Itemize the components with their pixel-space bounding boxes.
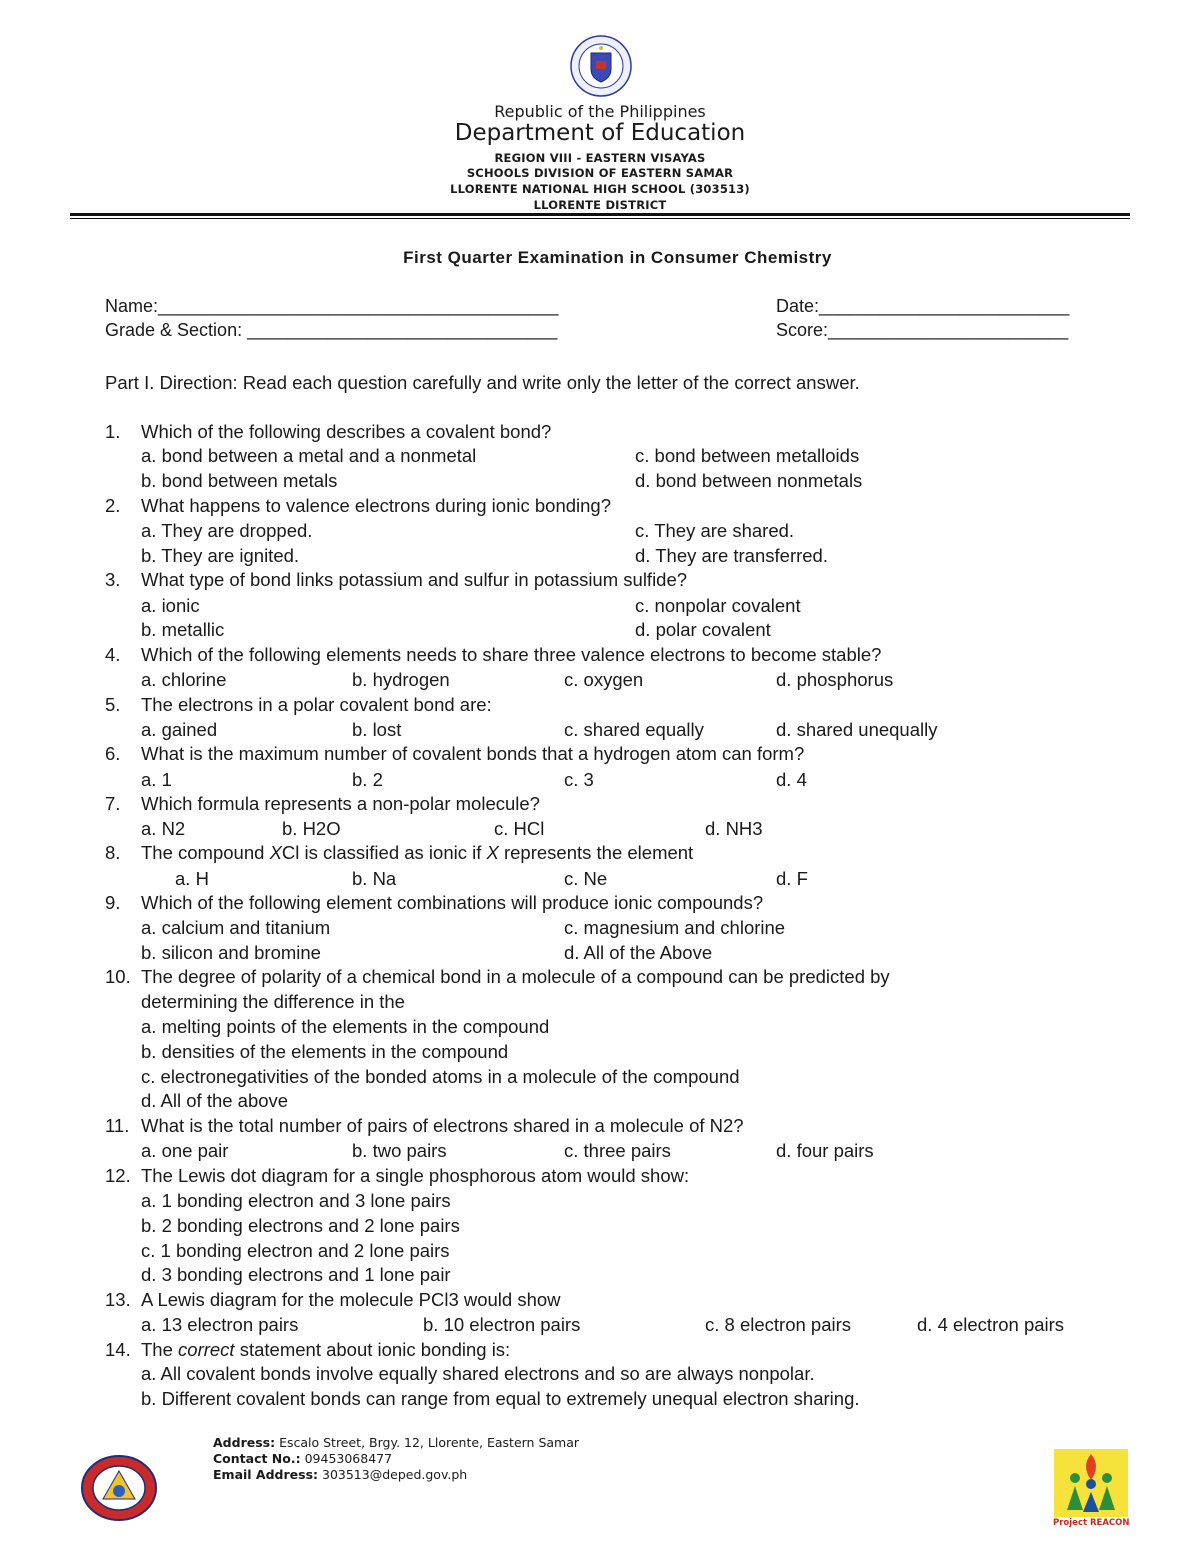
email-line: Email Address: 303513@deped.gov.ph bbox=[213, 1467, 468, 1482]
choice: b. They are ignited. bbox=[141, 545, 300, 566]
question-number: 12. bbox=[105, 1165, 131, 1186]
choice: a. N2 bbox=[141, 818, 186, 839]
question-text: The compound XCl is classified as ionic if X represents the element bbox=[141, 842, 694, 863]
choice: d. All of the Above bbox=[564, 942, 713, 963]
grade-section-field: Grade & Section: _______________________________ bbox=[105, 320, 558, 340]
choice: c. bond between metalloids bbox=[635, 445, 860, 466]
choice: a. gained bbox=[141, 719, 218, 740]
question-number: 14. bbox=[105, 1339, 131, 1360]
header-rule-thick bbox=[70, 213, 1130, 216]
choice: c. 1 bonding electron and 2 lone pairs bbox=[141, 1240, 450, 1261]
question-number: 5. bbox=[105, 694, 121, 715]
choice: d. phosphorus bbox=[776, 669, 894, 690]
choice: d. 3 bonding electrons and 1 lone pair bbox=[141, 1264, 451, 1285]
choice: c. They are shared. bbox=[635, 520, 795, 541]
question-text: Which formula represents a non-polar molecule? bbox=[141, 793, 540, 814]
choice: b. 2 bonding electrons and 2 lone pairs bbox=[141, 1215, 460, 1236]
division-line: SCHOOLS DIVISION OF EASTERN SAMAR bbox=[466, 166, 734, 180]
department-line: Department of Education bbox=[454, 120, 746, 146]
question-number: 9. bbox=[105, 892, 121, 913]
choice: d. 4 bbox=[776, 769, 807, 790]
choice: b. 10 electron pairs bbox=[423, 1314, 581, 1335]
question-text: What happens to valence electrons during ionic bonding? bbox=[141, 495, 612, 516]
question-text: Which of the following describes a covalent bond? bbox=[141, 421, 552, 442]
choice: a. ionic bbox=[141, 595, 200, 616]
choice: d. bond between nonmetals bbox=[635, 470, 863, 491]
choice: a. H bbox=[175, 868, 209, 889]
choice: d. polar covalent bbox=[635, 619, 771, 640]
choice: d. shared unequally bbox=[776, 719, 938, 740]
choice: a. chlorine bbox=[141, 669, 227, 690]
choice: d. They are transferred. bbox=[635, 545, 828, 566]
date-field: Date:_________________________ bbox=[776, 296, 1070, 316]
choice: b. 2 bbox=[352, 769, 383, 790]
question-text: What type of bond links potassium and sulfur in potassium sulfide? bbox=[141, 569, 688, 590]
choice: c. shared equally bbox=[564, 719, 704, 740]
choice: b. Na bbox=[352, 868, 397, 889]
choice: b. lost bbox=[352, 719, 402, 740]
choice: b. Different covalent bonds can range from equal to extremely unequal electron sharing. bbox=[141, 1388, 860, 1409]
republic-line: Republic of the Philippines bbox=[494, 102, 706, 121]
choice: b. two pairs bbox=[352, 1140, 447, 1161]
question-text: What is the maximum number of covalent bonds that a hydrogen atom can form? bbox=[141, 743, 805, 764]
question-number: 4. bbox=[105, 644, 121, 665]
question-number: 1. bbox=[105, 421, 121, 442]
question-text: What is the total number of pairs of electrons shared in a molecule of N2? bbox=[141, 1115, 744, 1136]
question-list bbox=[0, 420, 1200, 1420]
choice: c. 3 bbox=[564, 769, 594, 790]
choice: b. hydrogen bbox=[352, 669, 450, 690]
choice: b. bond between metals bbox=[141, 470, 338, 491]
choice: c. oxygen bbox=[564, 669, 644, 690]
deped-seal bbox=[570, 35, 632, 97]
project-logo-label: Project REACON bbox=[1053, 1518, 1130, 1528]
question-number: 13. bbox=[105, 1289, 131, 1310]
choice: a. melting points of the elements in the compound bbox=[141, 1016, 550, 1037]
choice: c. 8 electron pairs bbox=[705, 1314, 852, 1335]
school-line: LLORENTE NATIONAL HIGH SCHOOL (303513) bbox=[450, 182, 750, 196]
name-field: Name:________________________________________ bbox=[105, 296, 559, 316]
contact-line: Contact No.: 09453068477 bbox=[213, 1451, 393, 1466]
choice: d. NH3 bbox=[705, 818, 763, 839]
part-direction: Part I. Direction: Read each question carefully and write only the letter of the correct answer. bbox=[105, 372, 860, 393]
question-text: The correct statement about ionic bonding is: bbox=[141, 1339, 511, 1360]
district-line: LLORENTE DISTRICT bbox=[533, 198, 667, 212]
choice: a. All covalent bonds involve equally shared electrons and so are always nonpolar. bbox=[141, 1363, 815, 1384]
choice: c. HCl bbox=[494, 818, 545, 839]
score-field: Score:________________________ bbox=[776, 320, 1069, 340]
exam-title: First Quarter Examination in Consumer Chemistry bbox=[403, 248, 832, 267]
question-text: Which of the following element combinations will produce ionic compounds? bbox=[141, 892, 764, 913]
question-number: 11. bbox=[105, 1115, 130, 1136]
choice: d. 4 electron pairs bbox=[917, 1314, 1065, 1335]
choice: d. four pairs bbox=[776, 1140, 874, 1161]
choice: c. nonpolar covalent bbox=[635, 595, 801, 616]
question-number: 2. bbox=[105, 495, 121, 516]
choice: c. three pairs bbox=[564, 1140, 671, 1161]
choice: a. 13 electron pairs bbox=[141, 1314, 299, 1335]
choice: d. All of the above bbox=[141, 1090, 289, 1111]
question-text: Which of the following elements needs to share three valence electrons to become stable? bbox=[141, 644, 882, 665]
choice: b. silicon and bromine bbox=[141, 942, 321, 963]
choice: a. 1 bonding electron and 3 lone pairs bbox=[141, 1190, 451, 1211]
project-logo bbox=[1053, 1448, 1129, 1530]
choice: a. one pair bbox=[141, 1140, 229, 1161]
question-text-continued: determining the difference in the bbox=[141, 991, 405, 1012]
choice: a. 1 bbox=[141, 769, 172, 790]
header-rule-thin bbox=[70, 218, 1130, 219]
address-line: Address: Escalo Street, Brgy. 12, Llorente, Eastern Samar bbox=[213, 1435, 580, 1450]
choice: b. metallic bbox=[141, 619, 225, 640]
school-logo bbox=[80, 1455, 158, 1521]
question-text: The electrons in a polar covalent bond are: bbox=[141, 694, 492, 715]
question-number: 10. bbox=[105, 966, 131, 987]
choice: a. They are dropped. bbox=[141, 520, 313, 541]
question-number: 3. bbox=[105, 569, 121, 590]
choice: c. Ne bbox=[564, 868, 608, 889]
question-number: 8. bbox=[105, 842, 121, 863]
question-text: A Lewis diagram for the molecule PCl3 would show bbox=[141, 1289, 561, 1310]
choice: c. magnesium and chlorine bbox=[564, 917, 786, 938]
choice: c. electronegativities of the bonded atoms in a molecule of the compound bbox=[141, 1066, 740, 1087]
question-text: The degree of polarity of a chemical bond in a molecule of a compound can be predicted by bbox=[141, 966, 890, 987]
choice: a. calcium and titanium bbox=[141, 917, 331, 938]
choice: a. bond between a metal and a nonmetal bbox=[141, 445, 477, 466]
question-number: 7. bbox=[105, 793, 121, 814]
choice: b. H2O bbox=[282, 818, 341, 839]
choice: d. F bbox=[776, 868, 808, 889]
region-line: REGION VIII - EASTERN VISAYAS bbox=[494, 151, 706, 165]
question-text: The Lewis dot diagram for a single phosphorous atom would show: bbox=[141, 1165, 690, 1186]
choice: b. densities of the elements in the compound bbox=[141, 1041, 509, 1062]
question-number: 6. bbox=[105, 743, 121, 764]
